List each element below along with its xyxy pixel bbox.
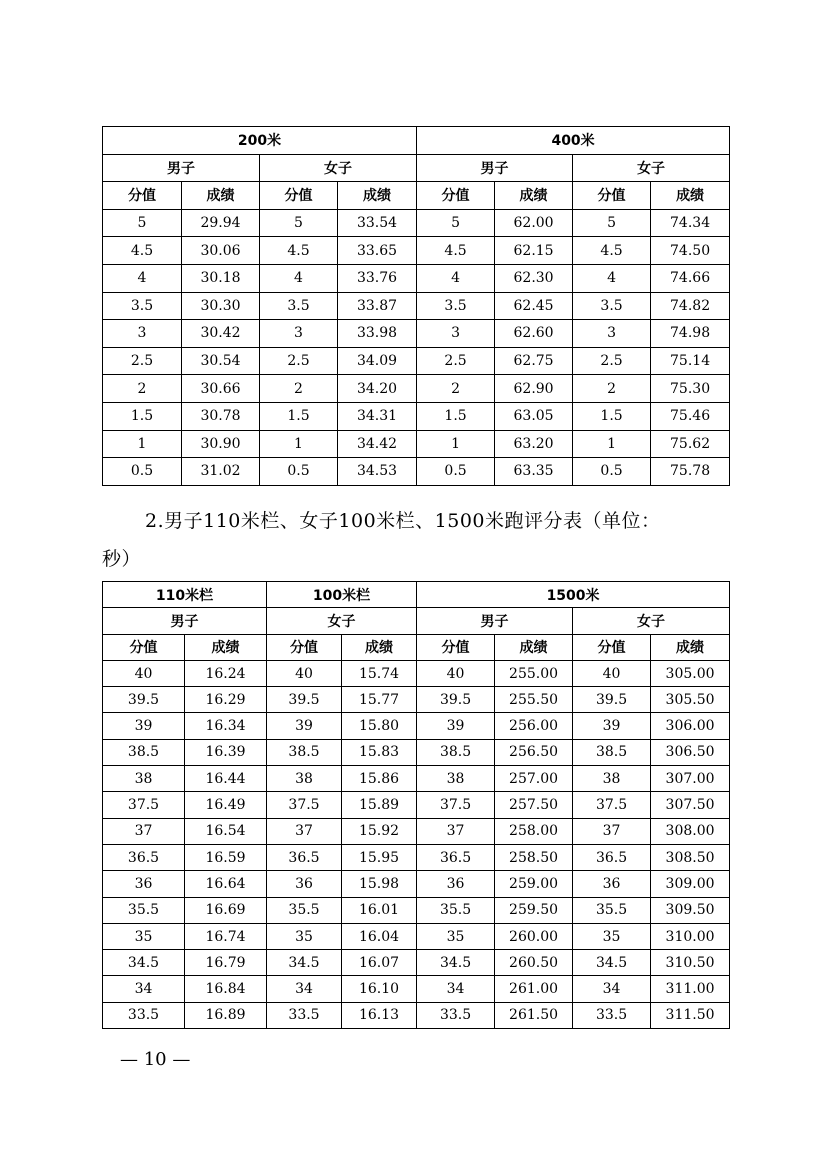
result-cell: 34.42 — [338, 430, 417, 458]
score-cell: 35.5 — [267, 897, 342, 923]
result-cell: 62.60 — [495, 320, 573, 348]
result-cell: 15.89 — [342, 792, 417, 818]
score-cell: 37.5 — [573, 792, 651, 818]
score-cell: 34 — [103, 976, 185, 1002]
result-cell: 309.50 — [651, 897, 730, 923]
result-cell: 16.07 — [342, 950, 417, 976]
result-cell: 16.34 — [185, 713, 267, 739]
score-cell: 2 — [103, 375, 182, 403]
result-cell: 62.00 — [495, 209, 573, 237]
score-cell: 36.5 — [417, 844, 495, 870]
gender-header: 女子 — [573, 608, 730, 634]
column-header: 成绩 — [182, 182, 260, 210]
score-cell: 40 — [417, 660, 495, 686]
result-cell: 256.50 — [495, 739, 573, 765]
score-cell: 36 — [103, 871, 185, 897]
score-cell: 34.5 — [267, 950, 342, 976]
result-cell: 74.34 — [651, 209, 730, 237]
result-cell: 15.74 — [342, 660, 417, 686]
table-row — [103, 209, 730, 237]
gender-header: 男子 — [103, 154, 260, 182]
result-cell: 15.80 — [342, 713, 417, 739]
score-cell: 2 — [417, 375, 495, 403]
score-cell: 33.5 — [417, 1002, 495, 1028]
score-cell: 3.5 — [573, 292, 651, 320]
result-cell: 257.00 — [495, 766, 573, 792]
score-cell: 4 — [260, 264, 338, 292]
result-cell: 310.50 — [651, 950, 730, 976]
result-cell: 75.62 — [651, 430, 730, 458]
score-cell: 38 — [267, 766, 342, 792]
result-cell: 75.30 — [651, 375, 730, 403]
event-header-110m-hurdles: 110米栏 — [103, 582, 267, 608]
table-row — [103, 950, 730, 976]
table-row — [103, 430, 730, 458]
score-cell: 0.5 — [417, 458, 495, 486]
score-cell: 5 — [103, 209, 182, 237]
result-cell: 255.00 — [495, 660, 573, 686]
score-cell: 1 — [260, 430, 338, 458]
result-cell: 16.10 — [342, 976, 417, 1002]
score-cell: 3 — [573, 320, 651, 348]
result-cell: 257.50 — [495, 792, 573, 818]
column-header: 分值 — [417, 182, 495, 210]
gender-header: 女子 — [267, 608, 417, 634]
event-header-100m-hurdles: 100米栏 — [267, 582, 417, 608]
score-cell: 35 — [103, 923, 185, 949]
result-cell: 16.84 — [185, 976, 267, 1002]
gender-header: 男子 — [417, 608, 573, 634]
result-cell: 15.77 — [342, 687, 417, 713]
score-cell: 34.5 — [417, 950, 495, 976]
score-cell: 36 — [573, 871, 651, 897]
result-cell: 16.44 — [185, 766, 267, 792]
table-row — [103, 871, 730, 897]
score-cell: 36 — [267, 871, 342, 897]
result-cell: 33.54 — [338, 209, 417, 237]
column-header: 分值 — [573, 182, 651, 210]
result-cell: 16.01 — [342, 897, 417, 923]
result-cell: 34.53 — [338, 458, 417, 486]
result-cell: 261.50 — [495, 1002, 573, 1028]
result-cell: 74.66 — [651, 264, 730, 292]
score-cell: 5 — [260, 209, 338, 237]
score-cell: 35 — [267, 923, 342, 949]
result-cell: 29.94 — [182, 209, 260, 237]
score-cell: 3 — [260, 320, 338, 348]
result-cell: 311.50 — [651, 1002, 730, 1028]
result-cell: 16.64 — [185, 871, 267, 897]
result-cell: 310.00 — [651, 923, 730, 949]
table-row — [103, 818, 730, 844]
score-cell: 39 — [573, 713, 651, 739]
score-cell: 4.5 — [417, 237, 495, 265]
score-cell: 5 — [573, 209, 651, 237]
score-cell: 34 — [417, 976, 495, 1002]
result-cell: 34.31 — [338, 402, 417, 430]
result-cell: 16.79 — [185, 950, 267, 976]
result-cell: 30.66 — [182, 375, 260, 403]
score-cell: 36.5 — [573, 844, 651, 870]
score-cell: 2.5 — [260, 347, 338, 375]
score-table-hurdles-1500m — [102, 581, 730, 1029]
result-cell: 305.00 — [651, 660, 730, 686]
table-row — [103, 458, 730, 486]
result-cell: 75.14 — [651, 347, 730, 375]
gender-header: 男子 — [103, 608, 267, 634]
result-cell: 16.04 — [342, 923, 417, 949]
result-cell: 33.65 — [338, 237, 417, 265]
table-row — [103, 320, 730, 348]
score-cell: 3.5 — [417, 292, 495, 320]
result-cell: 63.35 — [495, 458, 573, 486]
table-row — [103, 976, 730, 1002]
result-cell: 16.89 — [185, 1002, 267, 1028]
column-header: 成绩 — [651, 634, 730, 660]
score-cell: 37.5 — [417, 792, 495, 818]
score-cell: 40 — [573, 660, 651, 686]
result-cell: 34.20 — [338, 375, 417, 403]
result-cell: 15.92 — [342, 818, 417, 844]
result-cell: 259.00 — [495, 871, 573, 897]
score-cell: 38.5 — [417, 739, 495, 765]
result-cell: 260.00 — [495, 923, 573, 949]
result-cell: 30.18 — [182, 264, 260, 292]
result-cell: 33.98 — [338, 320, 417, 348]
score-cell: 39 — [267, 713, 342, 739]
result-cell: 15.86 — [342, 766, 417, 792]
result-cell: 31.02 — [182, 458, 260, 486]
column-header: 分值 — [573, 634, 651, 660]
result-cell: 16.49 — [185, 792, 267, 818]
page-number: — 10 — — [120, 1049, 191, 1070]
result-cell: 16.29 — [185, 687, 267, 713]
result-cell: 308.00 — [651, 818, 730, 844]
table-row — [103, 264, 730, 292]
table-body — [103, 660, 730, 1028]
score-cell: 37 — [267, 818, 342, 844]
score-table-200m-400m — [102, 126, 730, 486]
result-cell: 63.05 — [495, 402, 573, 430]
result-cell: 255.50 — [495, 687, 573, 713]
score-cell: 38 — [417, 766, 495, 792]
result-cell: 33.87 — [338, 292, 417, 320]
result-cell: 15.98 — [342, 871, 417, 897]
column-header: 成绩 — [338, 182, 417, 210]
result-cell: 307.50 — [651, 792, 730, 818]
score-cell: 38 — [573, 766, 651, 792]
column-header: 分值 — [267, 634, 342, 660]
table-row — [103, 237, 730, 265]
score-cell: 2.5 — [103, 347, 182, 375]
result-cell: 34.09 — [338, 347, 417, 375]
score-cell: 4 — [417, 264, 495, 292]
score-cell: 37 — [417, 818, 495, 844]
result-cell: 308.50 — [651, 844, 730, 870]
result-cell: 75.78 — [651, 458, 730, 486]
result-cell: 15.83 — [342, 739, 417, 765]
score-cell: 34.5 — [573, 950, 651, 976]
score-cell: 34.5 — [103, 950, 185, 976]
score-cell: 2 — [260, 375, 338, 403]
result-cell: 33.76 — [338, 264, 417, 292]
score-cell: 1.5 — [417, 402, 495, 430]
result-cell: 16.59 — [185, 844, 267, 870]
score-cell: 3.5 — [103, 292, 182, 320]
score-cell: 38.5 — [103, 739, 185, 765]
score-cell: 35.5 — [103, 897, 185, 923]
result-cell: 261.00 — [495, 976, 573, 1002]
result-cell: 63.20 — [495, 430, 573, 458]
result-cell: 30.78 — [182, 402, 260, 430]
score-cell: 5 — [417, 209, 495, 237]
column-header: 成绩 — [342, 634, 417, 660]
result-cell: 16.54 — [185, 818, 267, 844]
score-cell: 2 — [573, 375, 651, 403]
score-cell: 40 — [267, 660, 342, 686]
score-cell: 1.5 — [260, 402, 338, 430]
score-cell: 2.5 — [573, 347, 651, 375]
score-cell: 1 — [573, 430, 651, 458]
score-cell: 37 — [573, 818, 651, 844]
column-header: 分值 — [103, 182, 182, 210]
score-cell: 3 — [417, 320, 495, 348]
column-header: 成绩 — [651, 182, 730, 210]
score-cell: 39 — [103, 713, 185, 739]
score-cell: 36 — [417, 871, 495, 897]
score-cell: 38.5 — [573, 739, 651, 765]
result-cell: 307.00 — [651, 766, 730, 792]
score-cell: 34 — [573, 976, 651, 1002]
result-cell: 16.69 — [185, 897, 267, 923]
result-cell: 305.50 — [651, 687, 730, 713]
result-cell: 258.00 — [495, 818, 573, 844]
score-cell: 4 — [573, 264, 651, 292]
score-cell: 39.5 — [573, 687, 651, 713]
result-cell: 62.90 — [495, 375, 573, 403]
result-cell: 75.46 — [651, 402, 730, 430]
column-header: 分值 — [103, 634, 185, 660]
event-header-1500m: 1500米 — [417, 582, 730, 608]
table-row — [103, 792, 730, 818]
result-cell: 30.54 — [182, 347, 260, 375]
score-cell: 4.5 — [103, 237, 182, 265]
table-row — [103, 375, 730, 403]
result-cell: 16.13 — [342, 1002, 417, 1028]
gender-header: 男子 — [417, 154, 573, 182]
result-cell: 16.74 — [185, 923, 267, 949]
result-cell: 62.15 — [495, 237, 573, 265]
score-cell: 3 — [103, 320, 182, 348]
score-cell: 38 — [103, 766, 185, 792]
score-cell: 33.5 — [267, 1002, 342, 1028]
score-cell: 0.5 — [260, 458, 338, 486]
result-cell: 30.06 — [182, 237, 260, 265]
column-header: 分值 — [260, 182, 338, 210]
result-cell: 74.82 — [651, 292, 730, 320]
table-row — [103, 347, 730, 375]
result-cell: 259.50 — [495, 897, 573, 923]
table-row — [103, 713, 730, 739]
table-row — [103, 660, 730, 686]
table-row — [103, 402, 730, 430]
gender-header: 女子 — [260, 154, 417, 182]
table-row — [103, 292, 730, 320]
column-header: 分值 — [417, 634, 495, 660]
result-cell: 62.75 — [495, 347, 573, 375]
column-header: 成绩 — [185, 634, 267, 660]
table-row — [103, 739, 730, 765]
column-header: 成绩 — [495, 634, 573, 660]
score-cell: 3.5 — [260, 292, 338, 320]
result-cell: 306.00 — [651, 713, 730, 739]
result-cell: 30.90 — [182, 430, 260, 458]
score-cell: 35.5 — [573, 897, 651, 923]
score-cell: 1.5 — [103, 402, 182, 430]
table-row — [103, 844, 730, 870]
result-cell: 306.50 — [651, 739, 730, 765]
score-cell: 1 — [103, 430, 182, 458]
score-cell: 0.5 — [103, 458, 182, 486]
score-cell: 35 — [573, 923, 651, 949]
table-row — [103, 1002, 730, 1028]
score-cell: 35 — [417, 923, 495, 949]
score-cell: 40 — [103, 660, 185, 686]
event-header-200m: 200米 — [103, 127, 417, 155]
result-cell: 15.95 — [342, 844, 417, 870]
score-cell: 39.5 — [103, 687, 185, 713]
column-header: 成绩 — [495, 182, 573, 210]
result-cell: 309.00 — [651, 871, 730, 897]
result-cell: 311.00 — [651, 976, 730, 1002]
score-cell: 36.5 — [103, 844, 185, 870]
score-cell: 4.5 — [260, 237, 338, 265]
table-row — [103, 923, 730, 949]
result-cell: 16.24 — [185, 660, 267, 686]
score-cell: 35.5 — [417, 897, 495, 923]
gender-header: 女子 — [573, 154, 730, 182]
score-cell: 33.5 — [103, 1002, 185, 1028]
score-cell: 39.5 — [267, 687, 342, 713]
table-row — [103, 766, 730, 792]
score-cell: 37.5 — [267, 792, 342, 818]
result-cell: 74.50 — [651, 237, 730, 265]
result-cell: 74.98 — [651, 320, 730, 348]
score-cell: 37.5 — [103, 792, 185, 818]
score-cell: 39 — [417, 713, 495, 739]
result-cell: 62.30 — [495, 264, 573, 292]
score-cell: 0.5 — [573, 458, 651, 486]
score-cell: 36.5 — [267, 844, 342, 870]
result-cell: 260.50 — [495, 950, 573, 976]
result-cell: 30.42 — [182, 320, 260, 348]
table-caption: 2.男子110米栏、女子100米栏、1500米跑评分表（单位： — [145, 510, 661, 532]
score-cell: 4 — [103, 264, 182, 292]
score-cell: 2.5 — [417, 347, 495, 375]
table-caption-continued: 秒） — [102, 548, 142, 570]
table-row — [103, 897, 730, 923]
result-cell: 62.45 — [495, 292, 573, 320]
score-cell: 34 — [267, 976, 342, 1002]
score-cell: 1 — [417, 430, 495, 458]
result-cell: 30.30 — [182, 292, 260, 320]
score-cell: 1.5 — [573, 402, 651, 430]
score-cell: 33.5 — [573, 1002, 651, 1028]
table-row — [103, 687, 730, 713]
score-cell: 39.5 — [417, 687, 495, 713]
result-cell: 258.50 — [495, 844, 573, 870]
table-body — [103, 209, 730, 485]
result-cell: 256.00 — [495, 713, 573, 739]
score-cell: 37 — [103, 818, 185, 844]
result-cell: 16.39 — [185, 739, 267, 765]
event-header-400m: 400米 — [417, 127, 730, 155]
score-cell: 4.5 — [573, 237, 651, 265]
score-cell: 38.5 — [267, 739, 342, 765]
